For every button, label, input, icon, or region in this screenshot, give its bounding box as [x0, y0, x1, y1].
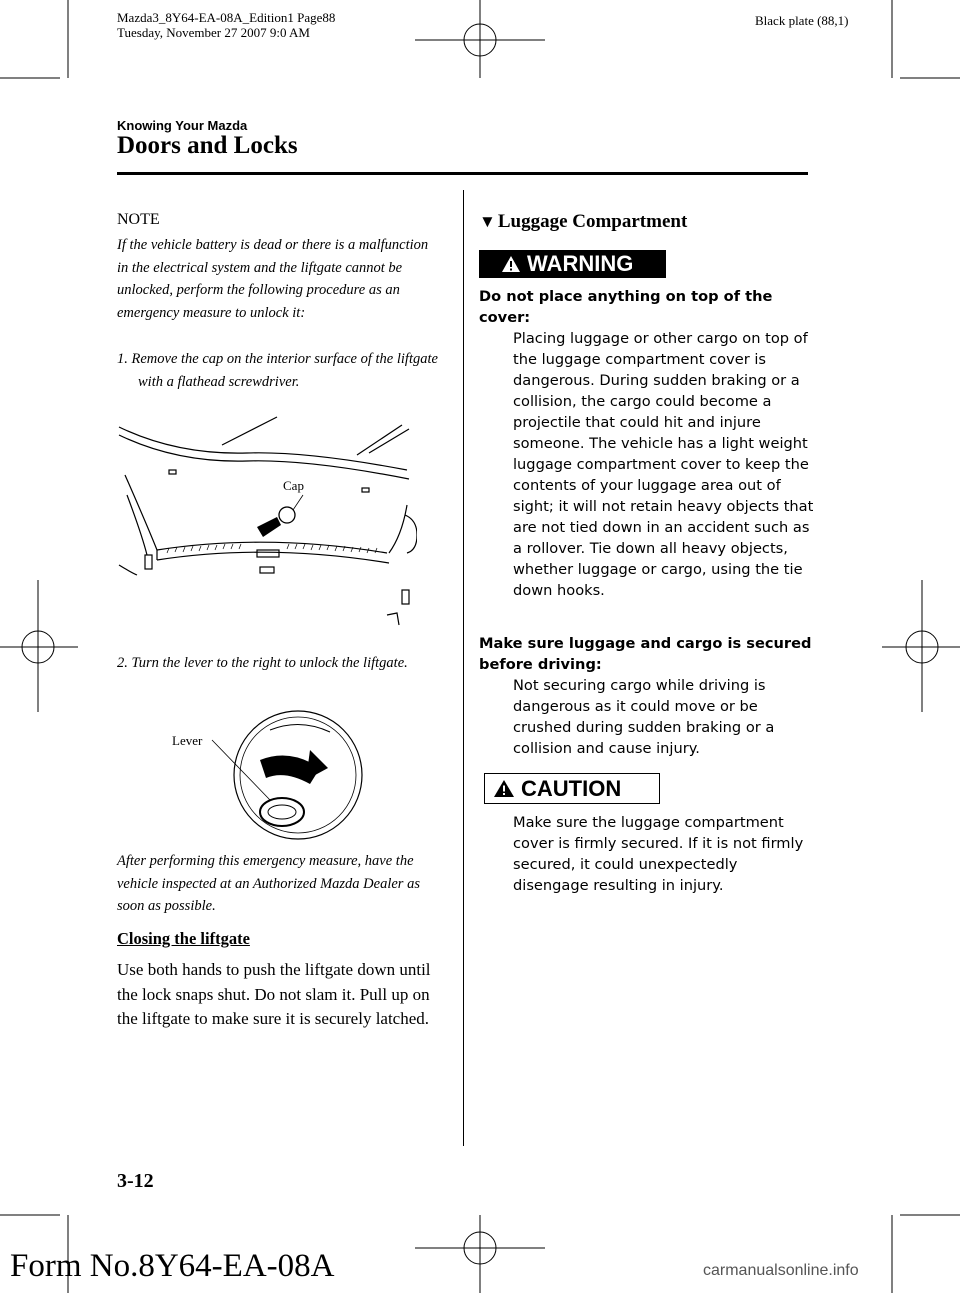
- watermark: carmanualsonline.info: [703, 1262, 859, 1279]
- page-number: 3-12: [117, 1170, 154, 1192]
- caution-label: CAUTION: [521, 775, 622, 801]
- warning-label: WARNING: [527, 251, 634, 276]
- luggage-heading: [479, 211, 814, 233]
- black-plate-label: Black plate (88,1): [755, 13, 849, 28]
- note-heading: NOTE: [117, 211, 160, 228]
- warning-2-heading: Make sure luggage and cargo is secured before driving:: [479, 635, 812, 673]
- caution-icon: [493, 779, 515, 798]
- title-rule: [117, 172, 808, 175]
- after-text: After performing this emergency measure, have the vehicle inspected at an Authorized Mazda Dealer as soon as possible.: [117, 853, 420, 914]
- step-1: 1. Remove the cap on the interior surface of the liftgate with a flathead screwdriver.: [117, 351, 438, 390]
- caution-banner: [484, 773, 660, 804]
- liftgate-cap-illustration: [117, 415, 417, 630]
- lever-illustration: [170, 700, 370, 850]
- warning-1-body: Placing luggage or other cargo on top of the luggage compartment cover is dangerous. During sudden braking or a collision, the cargo could become a projectile that could hit and injure someone. The vehicle has a light weight luggage compartment cover to keep the contents of your luggage area out of sight; it will not retain heavy objects that are not tied down in an accident such as a rollover. Tie down all heavy objects, whether luggage or cargo, using the tie down hooks.: [513, 330, 814, 599]
- triangle-down-icon: ▼: [479, 212, 496, 231]
- warning-2-body: Not securing cargo while driving is dangerous as it could move or be crushed during sudden braking or a collision and cause injury.: [513, 677, 775, 757]
- plate-file-line: Mazda3_8Y64-EA-08A_Edition1 Page88: [117, 10, 336, 25]
- plate-info: [117, 10, 335, 40]
- column-divider: [463, 190, 464, 1146]
- section-name: Knowing Your Mazda: [117, 118, 248, 133]
- cap-label: Cap: [283, 478, 304, 493]
- note-body: If the vehicle battery is dead or there is a malfunction in the electrical system and the liftgate cannot be unlocked, perform the following procedure as an emergency measure to unlock it:: [117, 237, 429, 321]
- warning-icon: [501, 255, 521, 273]
- closing-heading: Closing the liftgate: [117, 929, 250, 948]
- page-title: Doors and Locks: [117, 132, 298, 159]
- warning-banner: [479, 250, 666, 278]
- step-2: 2. Turn the lever to the right to unlock the liftgate.: [117, 655, 408, 671]
- lever-label: Lever: [172, 733, 203, 748]
- plate-date-line: Tuesday, November 27 2007 9:0 AM: [117, 25, 310, 40]
- closing-body: Use both hands to push the liftgate down until the lock snaps shut. Do not slam it. Pull up on the liftgate to make sure it is securely latched.: [117, 960, 431, 1028]
- caution-body: Make sure the luggage compartment cover is firmly secured. If it is not firmly secured, it could unexpectedly disengage resulting in injury.: [513, 814, 804, 894]
- form-number: Form No.8Y64-EA-08A: [10, 1248, 335, 1284]
- warning-1-heading: Do not place anything on top of the cover:: [479, 288, 773, 326]
- luggage-heading-text: Luggage Compartment: [497, 211, 688, 232]
